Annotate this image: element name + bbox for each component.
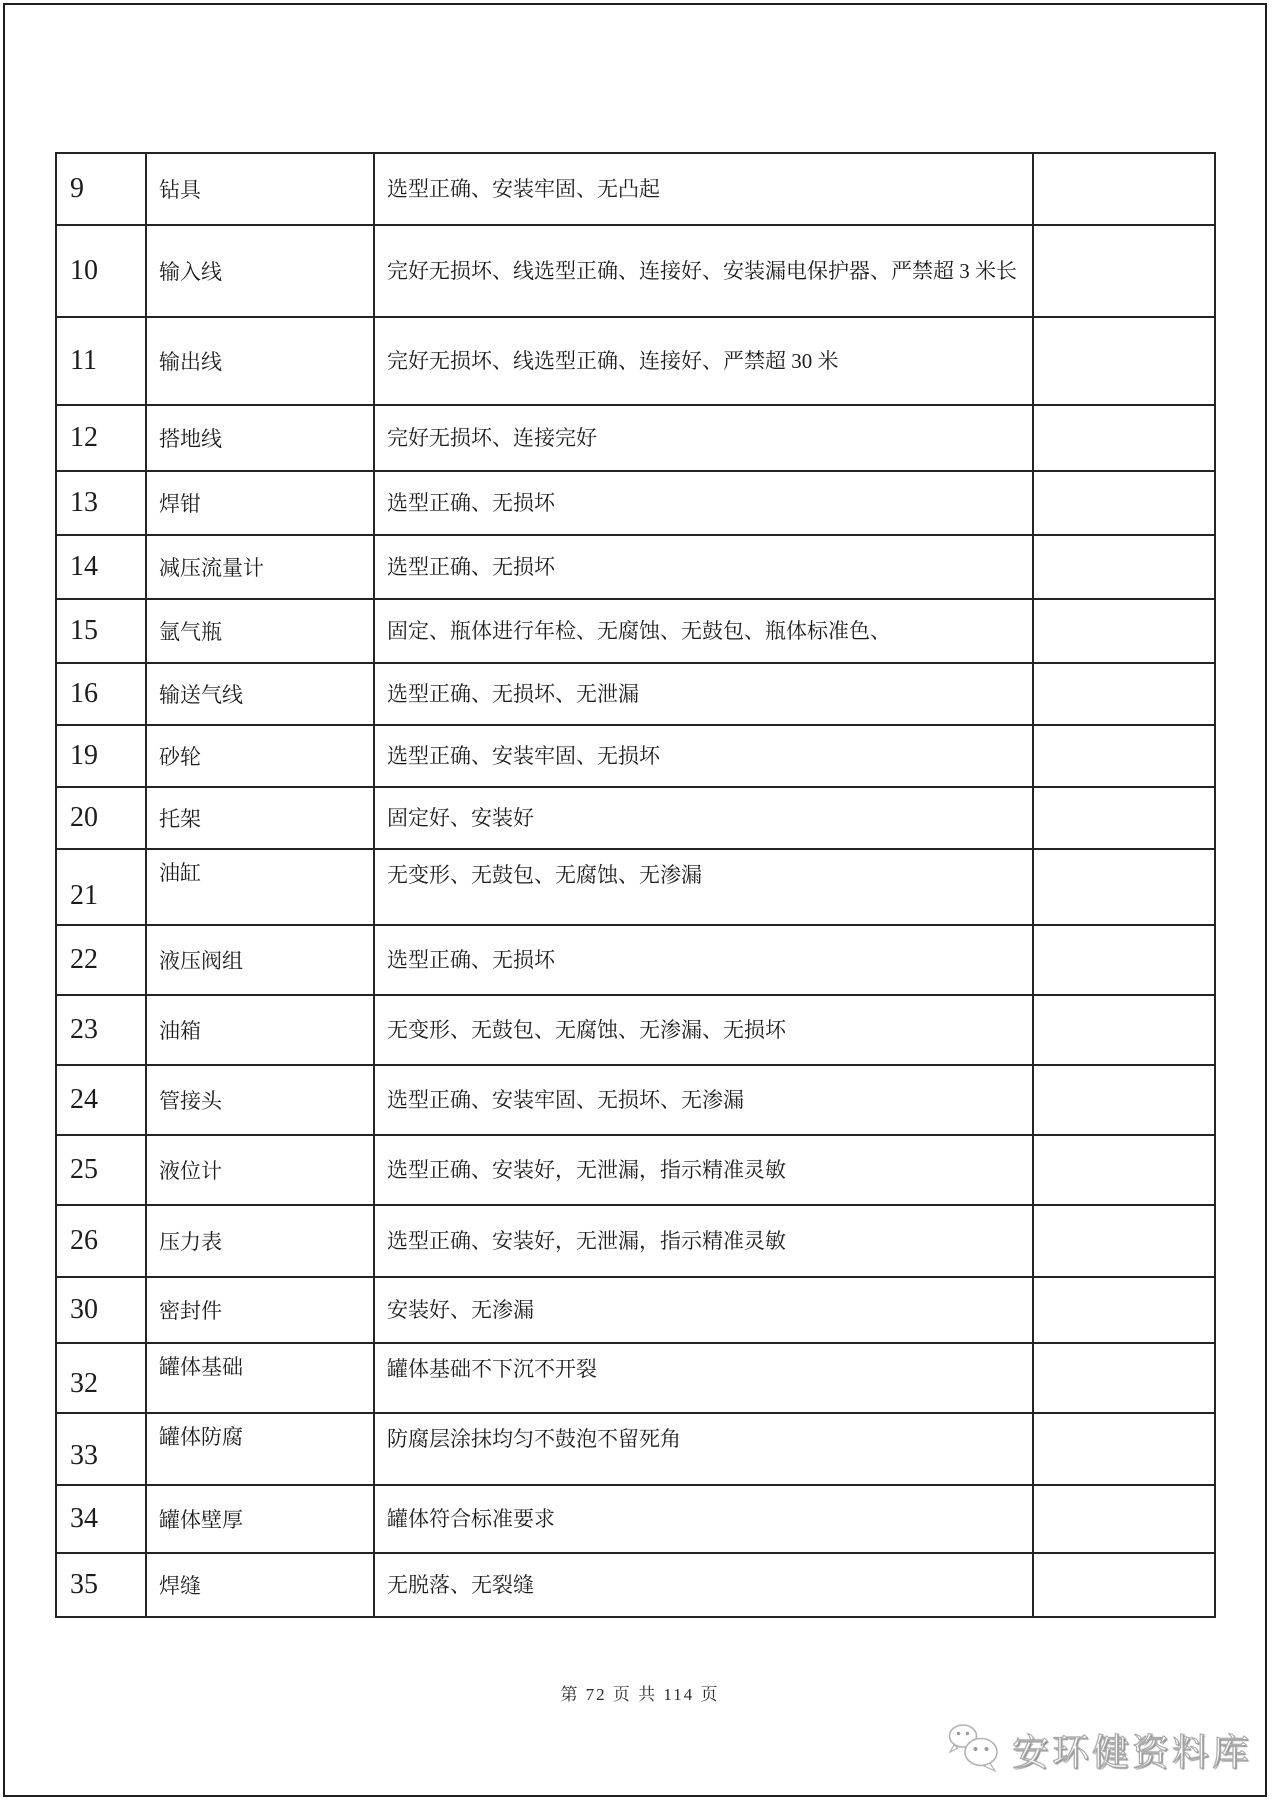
row-number-cell: 24 bbox=[57, 1066, 147, 1134]
item-name-cell: 输送气线 bbox=[147, 664, 375, 724]
result-cell bbox=[1034, 1136, 1214, 1204]
item-name-cell: 压力表 bbox=[147, 1206, 375, 1276]
item-name-cell: 油箱 bbox=[147, 996, 375, 1064]
row-number-cell: 15 bbox=[57, 600, 147, 662]
item-name-cell: 罐体防腐 bbox=[147, 1414, 375, 1484]
result-cell bbox=[1034, 406, 1214, 470]
criteria-cell: 完好无损坏、线选型正确、连接好、安装漏电保护器、严禁超 3 米长 bbox=[375, 226, 1034, 316]
item-name-cell: 输出线 bbox=[147, 318, 375, 404]
table-row bbox=[57, 154, 1214, 226]
table-row bbox=[57, 926, 1214, 996]
result-cell bbox=[1034, 1554, 1214, 1616]
criteria-cell: 选型正确、安装好，无泄漏，指示精准灵敏 bbox=[375, 1136, 1034, 1204]
table-row bbox=[57, 1066, 1214, 1136]
row-number-cell: 35 bbox=[57, 1554, 147, 1616]
result-cell bbox=[1034, 1066, 1214, 1134]
result-cell bbox=[1034, 1206, 1214, 1276]
row-number-cell: 20 bbox=[57, 788, 147, 848]
item-name-cell: 焊钳 bbox=[147, 472, 375, 534]
criteria-cell: 选型正确、安装牢固、无损坏 bbox=[375, 726, 1034, 786]
wechat-logo-icon bbox=[946, 1723, 1004, 1775]
table-row bbox=[57, 726, 1214, 788]
item-name-cell: 液压阀组 bbox=[147, 926, 375, 994]
page-number: 第 72 页 共 114 页 bbox=[560, 1685, 720, 1704]
criteria-cell: 选型正确、无损坏、无泄漏 bbox=[375, 664, 1034, 724]
row-number-cell: 33 bbox=[57, 1414, 147, 1484]
row-number-cell: 32 bbox=[57, 1344, 147, 1412]
item-name-cell: 管接头 bbox=[147, 1066, 375, 1134]
row-number-cell: 9 bbox=[57, 154, 147, 224]
row-number-cell: 23 bbox=[57, 996, 147, 1064]
item-name-cell: 液位计 bbox=[147, 1136, 375, 1204]
row-number-cell: 30 bbox=[57, 1278, 147, 1342]
table-row bbox=[57, 1206, 1214, 1278]
item-name-cell: 减压流量计 bbox=[147, 536, 375, 598]
criteria-cell: 完好无损坏、线选型正确、连接好、严禁超 30 米 bbox=[375, 318, 1034, 404]
result-cell bbox=[1034, 664, 1214, 724]
criteria-cell: 固定、瓶体进行年检、无腐蚀、无鼓包、瓶体标准色、 bbox=[375, 600, 1034, 662]
row-number-cell: 11 bbox=[57, 318, 147, 404]
table-row bbox=[57, 472, 1214, 536]
row-number-cell: 13 bbox=[57, 472, 147, 534]
criteria-cell: 选型正确、安装好，无泄漏，指示精准灵敏 bbox=[375, 1206, 1034, 1276]
result-cell bbox=[1034, 1278, 1214, 1342]
row-number-cell: 34 bbox=[57, 1486, 147, 1552]
item-name-cell: 焊缝 bbox=[147, 1554, 375, 1616]
row-number-cell: 12 bbox=[57, 406, 147, 470]
criteria-cell: 无变形、无鼓包、无腐蚀、无渗漏 bbox=[375, 850, 1034, 924]
item-name-cell: 搭地线 bbox=[147, 406, 375, 470]
row-number-cell: 26 bbox=[57, 1206, 147, 1276]
row-number-cell: 19 bbox=[57, 726, 147, 786]
criteria-cell: 固定好、安装好 bbox=[375, 788, 1034, 848]
table-row bbox=[57, 318, 1214, 406]
row-number-cell: 25 bbox=[57, 1136, 147, 1204]
table-row bbox=[57, 996, 1214, 1066]
item-name-cell: 托架 bbox=[147, 788, 375, 848]
criteria-cell: 选型正确、无损坏 bbox=[375, 472, 1034, 534]
result-cell bbox=[1034, 472, 1214, 534]
item-name-cell: 砂轮 bbox=[147, 726, 375, 786]
criteria-cell: 选型正确、安装牢固、无凸起 bbox=[375, 154, 1034, 224]
criteria-cell: 防腐层涂抹均匀不鼓泡不留死角 bbox=[375, 1414, 1034, 1484]
criteria-cell: 选型正确、无损坏 bbox=[375, 926, 1034, 994]
inspection-table bbox=[55, 152, 1216, 1618]
criteria-cell: 完好无损坏、连接完好 bbox=[375, 406, 1034, 470]
item-name-cell: 罐体基础 bbox=[147, 1344, 375, 1412]
table-row bbox=[57, 1554, 1214, 1616]
watermark bbox=[946, 1722, 1252, 1776]
result-cell bbox=[1034, 1414, 1214, 1484]
result-cell bbox=[1034, 1486, 1214, 1552]
criteria-cell: 无脱落、无裂缝 bbox=[375, 1554, 1034, 1616]
criteria-cell: 选型正确、安装牢固、无损坏、无渗漏 bbox=[375, 1066, 1034, 1134]
row-number-cell: 10 bbox=[57, 226, 147, 316]
item-name-cell: 氩气瓶 bbox=[147, 600, 375, 662]
criteria-cell: 选型正确、无损坏 bbox=[375, 536, 1034, 598]
item-name-cell: 罐体壁厚 bbox=[147, 1486, 375, 1552]
table-row bbox=[57, 600, 1214, 664]
result-cell bbox=[1034, 154, 1214, 224]
result-cell bbox=[1034, 600, 1214, 662]
table-row bbox=[57, 1344, 1214, 1414]
table-row bbox=[57, 226, 1214, 318]
result-cell bbox=[1034, 226, 1214, 316]
row-number-cell: 14 bbox=[57, 536, 147, 598]
item-name-cell: 输入线 bbox=[147, 226, 375, 316]
table-row bbox=[57, 850, 1214, 926]
table-row bbox=[57, 1278, 1214, 1344]
item-name-cell: 油缸 bbox=[147, 850, 375, 924]
result-cell bbox=[1034, 726, 1214, 786]
criteria-cell: 罐体符合标准要求 bbox=[375, 1486, 1034, 1552]
table-row bbox=[57, 406, 1214, 472]
row-number-cell: 22 bbox=[57, 926, 147, 994]
item-name-cell: 密封件 bbox=[147, 1278, 375, 1342]
result-cell bbox=[1034, 850, 1214, 924]
criteria-cell: 安装好、无渗漏 bbox=[375, 1278, 1034, 1342]
result-cell bbox=[1034, 536, 1214, 598]
result-cell bbox=[1034, 996, 1214, 1064]
criteria-cell: 无变形、无鼓包、无腐蚀、无渗漏、无损坏 bbox=[375, 996, 1034, 1064]
table-row bbox=[57, 664, 1214, 726]
row-number-cell: 16 bbox=[57, 664, 147, 724]
table-row bbox=[57, 536, 1214, 600]
result-cell bbox=[1034, 788, 1214, 848]
table-row bbox=[57, 1414, 1214, 1486]
result-cell bbox=[1034, 926, 1214, 994]
item-name-cell: 钻具 bbox=[147, 154, 375, 224]
result-cell bbox=[1034, 318, 1214, 404]
criteria-cell: 罐体基础不下沉不开裂 bbox=[375, 1344, 1034, 1412]
row-number-cell: 21 bbox=[57, 850, 147, 924]
result-cell bbox=[1034, 1344, 1214, 1412]
table-row bbox=[57, 1136, 1214, 1206]
watermark-label: 安环健资料库 bbox=[1012, 1732, 1252, 1773]
table-row bbox=[57, 1486, 1214, 1554]
table-row bbox=[57, 788, 1214, 850]
